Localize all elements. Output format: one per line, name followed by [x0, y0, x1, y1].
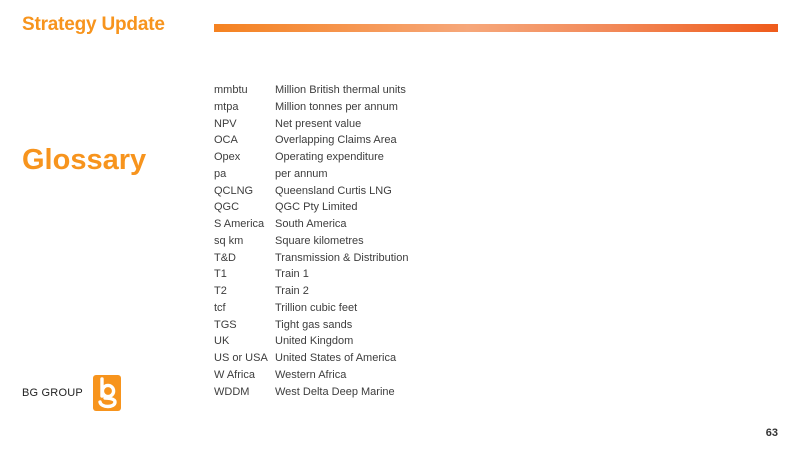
glossary-term: mtpa — [214, 100, 239, 113]
glossary-term: T&D — [214, 251, 236, 264]
glossary-definition: United Kingdom — [275, 335, 354, 348]
glossary-definition: Train 2 — [275, 285, 309, 297]
glossary-row — [214, 250, 408, 267]
glossary-term: S America — [214, 218, 265, 230]
header-title: Strategy Update — [22, 14, 165, 35]
glossary-row — [214, 233, 408, 250]
glossary-term: US or USA — [214, 352, 268, 364]
glossary-term: Opex — [214, 151, 241, 163]
glossary-definition: Queensland Curtis LNG — [275, 184, 392, 197]
glossary-definition: Transmission & Distribution — [275, 251, 409, 264]
glossary-definition: United States of America — [275, 352, 397, 364]
glossary-term: QGC — [214, 201, 240, 214]
glossary-row — [214, 300, 408, 317]
bg-group-logo-icon — [93, 375, 121, 411]
bg-group-logo — [22, 375, 121, 411]
glossary-term: T2 — [214, 285, 227, 297]
glossary-definition: South America — [275, 218, 347, 230]
glossary-definition: Trillion cubic feet — [275, 301, 358, 314]
glossary-row — [214, 116, 408, 133]
page-title: Glossary — [22, 144, 147, 176]
glossary-term: UK — [214, 335, 230, 348]
glossary-definition: Tight gas sands — [275, 318, 353, 331]
glossary-row — [214, 317, 408, 334]
glossary-row — [214, 350, 408, 367]
glossary-term: T1 — [214, 268, 227, 281]
glossary-table — [214, 82, 408, 400]
glossary-term: QCLNG — [214, 184, 254, 197]
glossary-definition: Net present value — [275, 117, 362, 130]
glossary-definition: QGC Pty Limited — [275, 201, 358, 214]
glossary-row — [214, 199, 408, 216]
glossary-row — [214, 132, 408, 149]
glossary-term: OCA — [214, 134, 238, 147]
glossary-definition: Train 1 — [275, 268, 309, 281]
glossary-definition: Million British thermal units — [275, 84, 406, 96]
glossary-row — [214, 99, 408, 116]
glossary-term: mmbtu — [214, 84, 248, 96]
glossary-row — [214, 266, 408, 283]
header-accent-bar — [214, 24, 778, 32]
glossary-row — [214, 216, 408, 233]
glossary-row — [214, 367, 408, 384]
glossary-definition: Operating expenditure — [275, 151, 384, 163]
glossary-row — [214, 283, 408, 300]
glossary-term: W Africa — [214, 368, 255, 381]
glossary-definition: Million tonnes per annum — [275, 100, 398, 113]
glossary-term: TGS — [214, 318, 237, 331]
glossary-term: tcf — [214, 301, 226, 314]
glossary-term: pa — [214, 167, 227, 180]
glossary-row — [214, 333, 408, 350]
logo-text: BG GROUP — [22, 387, 83, 399]
glossary-row — [214, 149, 408, 166]
glossary-row — [214, 183, 408, 200]
glossary-definition: Square kilometres — [275, 234, 364, 247]
glossary-row — [214, 166, 408, 183]
glossary-row — [214, 82, 408, 99]
glossary-term: WDDM — [214, 385, 250, 398]
glossary-definition: per annum — [275, 167, 328, 180]
glossary-term: sq km — [214, 234, 244, 247]
glossary-definition: Western Africa — [275, 368, 347, 381]
glossary-term: NPV — [214, 117, 237, 130]
page-number: 63 — [765, 427, 778, 439]
glossary-row — [214, 384, 408, 401]
glossary-definition: Overlapping Claims Area — [275, 134, 397, 147]
glossary-definition: West Delta Deep Marine — [275, 385, 395, 398]
